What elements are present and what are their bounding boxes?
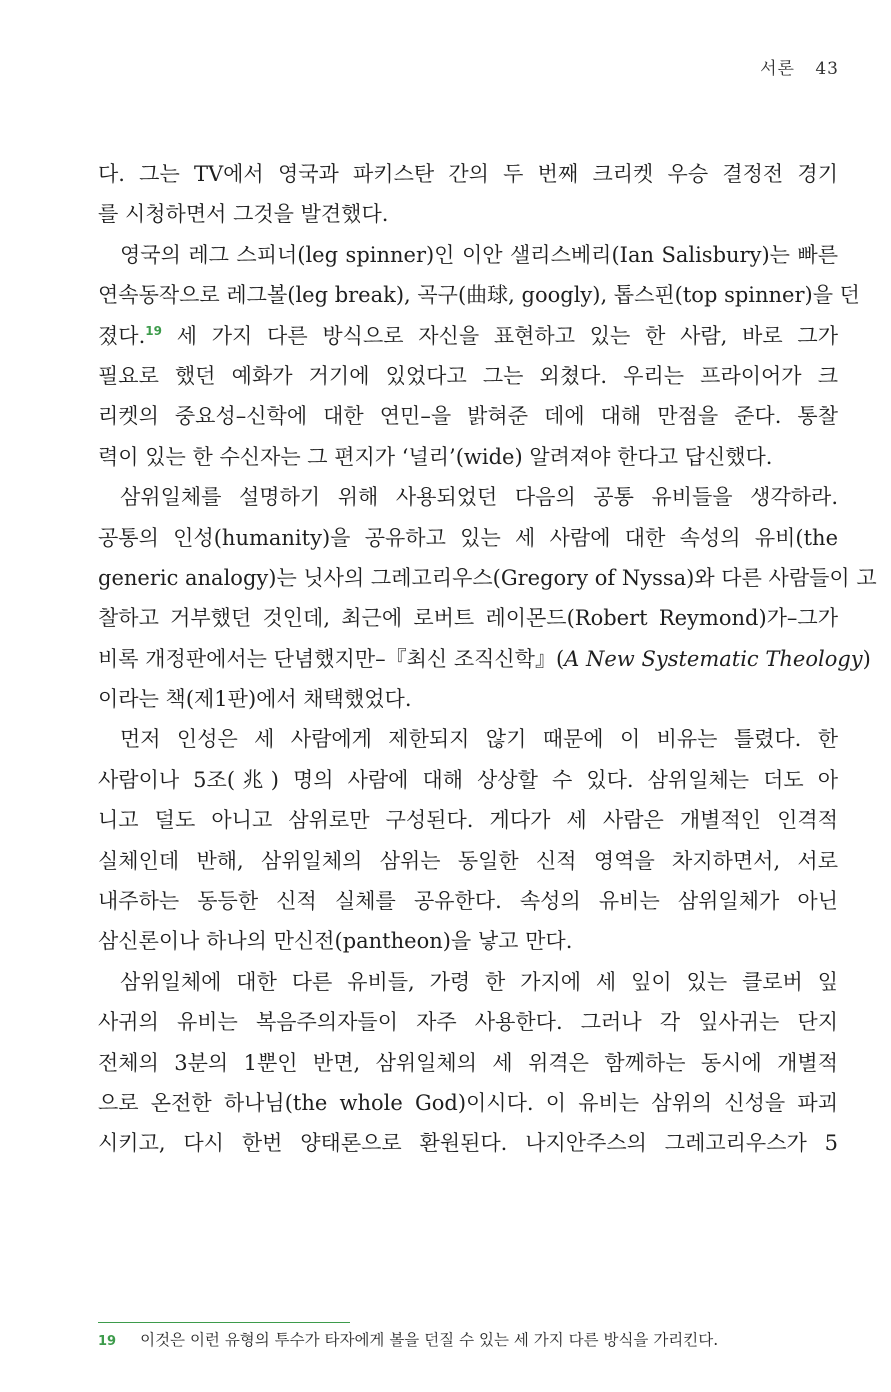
text-line: 이라는 책(제1판)에서 채택했었다. [98, 687, 412, 712]
text-line: 를 시청하면서 그것을 발견했다. [98, 202, 389, 227]
section-title: 서론 [760, 59, 795, 79]
footnote-text: 이것은 이런 유형의 투수가 타자에게 볼을 던질 수 있는 세 가지 다른 방식을 가리킨다. [140, 1331, 719, 1349]
text-line: 공통의 인성(humanity)을 공유하고 있는 세 사람에 대한 속성의 유비(the [98, 525, 838, 550]
text-line: 삼신론이나 하나의 만신전(pantheon)을 낳고 만다. [98, 929, 573, 954]
footnote-divider [98, 1322, 350, 1323]
text-line: 찰하고 거부했던 것인데, 최근에 로버트 레이몬드(Robert Reymond)가–그가 [98, 606, 838, 631]
text-line: 사귀의 유비는 복음주의자들이 자주 사용한다. 그러나 각 잎사귀는 단지 [98, 1010, 838, 1035]
text-line: 시키고, 다시 한번 양태론으로 환원된다. 나지안주스의 그레고리우스가 5 [98, 1131, 838, 1156]
text-fragment: ) [862, 646, 871, 671]
text-line: 영국의 레그 스피너(leg spinner)인 이안 샐리스베리(Ian Salisbury)는 빠른 [120, 242, 838, 267]
text-line: 력이 있는 한 수신자는 그 편지가 ‘널리’(wide) 알려져야 한다고 답신했다. [98, 444, 773, 469]
text-line: 필요로 했던 예화가 거기에 있었다고 그는 외쳤다. 우리는 프라이어가 크 [98, 363, 838, 388]
text-line: 니고 덜도 아니고 삼위로만 구성된다. 게다가 세 사람은 개별적인 인격적 [98, 808, 838, 833]
text-line: 삼위일체에 대한 다른 유비들, 가령 한 가지에 세 잎이 있는 클로버 잎 [120, 969, 838, 994]
text-line: 삼위일체를 설명하기 위해 사용되었던 다음의 공통 유비들을 생각하라. [120, 485, 838, 510]
page-number: 43 [815, 59, 839, 79]
text-line: 먼저 인성은 세 사람에게 제한되지 않기 때문에 이 비유는 틀렸다. 한 [120, 727, 838, 752]
text-line: 연속동작으로 레그볼(leg break), 곡구(曲球, googly), 톱스핀(top spinner)을 던 [98, 283, 860, 308]
footnote [98, 1328, 718, 1354]
text-line [98, 316, 838, 356]
footnote-number: 19 [98, 1334, 117, 1349]
text-line: 으로 온전한 하나님(the whole God)이시다. 이 유비는 삼위의 신성을 파괴 [98, 1090, 838, 1115]
text-line: 실체인데 반해, 삼위일체의 삼위는 동일한 신적 영역을 차지하면서, 서로 [98, 848, 838, 873]
text-line [98, 639, 871, 679]
footnote-reference[interactable]: 19 [145, 323, 162, 338]
book-title-english: A New Systematic Theology [564, 646, 863, 671]
text-fragment: 졌다. [98, 323, 146, 348]
text-line: 사람이나 5조(兆) 명의 사람에 대해 상상할 수 있다. 삼위일체는 더도 아 [98, 767, 838, 792]
text-line: 리켓의 중요성–신학에 대한 연민–을 밝혀준 데에 대해 만점을 준다. 통찰 [98, 404, 838, 429]
text-line: 내주하는 동등한 신적 실체를 공유한다. 속성의 유비는 삼위일체가 아닌 [98, 889, 838, 914]
text-line: 전체의 3분의 1뿐인 반면, 삼위일체의 세 위격은 함께하는 동시에 개별적 [98, 1050, 838, 1075]
body-text [98, 154, 877, 1164]
running-head [760, 54, 839, 79]
text-fragment: 세 가지 다른 방식으로 자신을 표현하고 있는 한 사람, 바로 그가 [161, 323, 838, 348]
text-line: generic analogy)는 닛사의 그레고리우스(Gregory of Nyssa)와 다른 사람들이 고 [98, 565, 877, 590]
text-line: 다. 그는 TV에서 영국과 파키스탄 간의 두 번째 크리켓 우승 결정전 경기 [98, 162, 838, 186]
text-fragment: 비록 개정판에서는 단념했지만–『최신 조직신학』( [98, 646, 565, 671]
